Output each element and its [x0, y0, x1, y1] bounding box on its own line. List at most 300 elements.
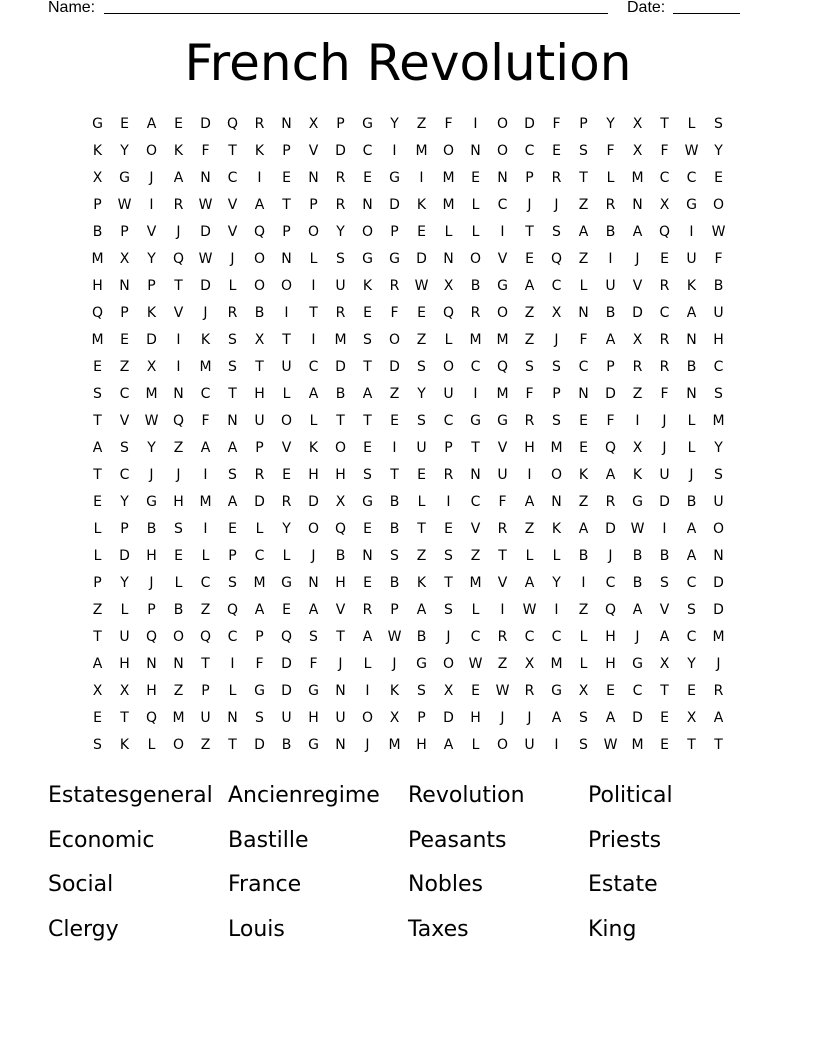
grid-letter: Y [687, 656, 696, 672]
grid-letter: Q [253, 224, 266, 240]
grid-letter: L [687, 116, 696, 132]
grid-row [84, 219, 732, 246]
grid-letter: I [392, 440, 397, 456]
grid-letter: Y [606, 116, 615, 132]
grid-letter: E [417, 467, 426, 483]
grid-letter: U [281, 710, 292, 726]
grid-letter: Z [524, 332, 535, 348]
grid-letter: S [417, 683, 426, 699]
grid-letter: J [662, 413, 667, 429]
grid-letter: F [255, 656, 264, 672]
grid-letter: B [632, 548, 643, 564]
grid-letter: P [309, 197, 318, 213]
grid-letter: A [254, 602, 265, 618]
grid-letter: R [362, 602, 373, 618]
grid-letter: P [444, 440, 453, 456]
grid-letter: Q [226, 116, 239, 132]
grid-letter: I [689, 224, 694, 240]
grid-letter: B [578, 548, 589, 564]
grid-letter: M [199, 359, 212, 375]
grid-letter: R [524, 413, 535, 429]
grid-letter: X [335, 494, 346, 510]
grid-letter: D [713, 602, 724, 618]
grid-letter: N [443, 251, 454, 267]
grid-letter: D [146, 332, 157, 348]
grid-letter: N [335, 737, 346, 753]
grid-letter: C [119, 467, 130, 483]
word-bank-item: Social [48, 872, 114, 897]
word-bank-item: Taxes [408, 916, 469, 942]
grid-letter: T [282, 332, 291, 348]
grid-letter: U [416, 440, 427, 456]
grid-letter: C [686, 575, 697, 591]
grid-letter: B [605, 224, 616, 240]
grid-letter: L [120, 602, 129, 618]
grid-letter: E [579, 413, 588, 429]
grid-letter: N [308, 575, 319, 591]
grid-letter: P [255, 629, 264, 645]
grid-letter: R [524, 683, 535, 699]
grid-letter: M [334, 332, 347, 348]
grid-letter: F [552, 116, 561, 132]
grid-letter: D [389, 359, 400, 375]
grid-letter: H [713, 332, 724, 348]
grid-letter: T [309, 305, 318, 321]
grid-letter: Z [578, 602, 589, 618]
grid-letter: D [254, 494, 265, 510]
grid-letter: U [659, 467, 670, 483]
grid-letter: O [280, 278, 293, 294]
grid-letter: W [495, 683, 510, 699]
grid-letter: A [362, 386, 373, 402]
grid-letter: T [363, 359, 372, 375]
grid-letter: T [120, 710, 129, 726]
grid-letter: S [660, 575, 669, 591]
grid-letter: F [579, 332, 588, 348]
grid-letter: H [605, 629, 616, 645]
grid-letter: N [227, 413, 238, 429]
grid-letter: I [500, 602, 505, 618]
grid-letter: C [470, 629, 481, 645]
grid-letter: C [497, 197, 508, 213]
grid-letter: Z [173, 440, 184, 456]
grid-letter: X [146, 359, 157, 375]
grid-letter: J [176, 224, 181, 240]
grid-letter: I [554, 602, 559, 618]
grid-letter: G [119, 170, 130, 186]
grid-letter: K [92, 143, 103, 159]
grid-letter: U [524, 737, 535, 753]
grid-letter: E [93, 359, 102, 375]
grid-letter: O [550, 467, 563, 483]
grid-letter: S [687, 602, 696, 618]
grid-letter: L [579, 629, 588, 645]
grid-letter: R [335, 305, 346, 321]
grid-letter: X [92, 170, 103, 186]
grid-letter: I [527, 467, 532, 483]
grid-letter: N [578, 305, 589, 321]
grid-letter: R [551, 170, 562, 186]
grid-row [84, 354, 732, 381]
grid-letter: A [443, 737, 454, 753]
grid-letter: M [199, 494, 212, 510]
grid-letter: P [93, 575, 102, 591]
grid-letter: X [119, 683, 130, 699]
grid-letter: T [660, 116, 669, 132]
grid-letter: W [117, 197, 132, 213]
grid-letter: M [172, 710, 185, 726]
grid-row [84, 678, 732, 705]
grid-letter: J [527, 710, 532, 726]
grid-row [84, 624, 732, 651]
grid-letter: C [713, 359, 724, 375]
grid-letter: X [632, 116, 643, 132]
grid-row [84, 111, 732, 138]
grid-letter: K [632, 467, 643, 483]
grid-letter: R [254, 467, 265, 483]
grid-letter: B [389, 494, 400, 510]
grid-letter: U [335, 278, 346, 294]
grid-letter: X [632, 143, 643, 159]
grid-letter: R [497, 521, 508, 537]
grid-letter: J [446, 629, 451, 645]
grid-letter: C [227, 629, 238, 645]
grid-letter: L [525, 548, 534, 564]
grid-letter: H [92, 278, 103, 294]
grid-row [84, 705, 732, 732]
grid-letter: A [362, 629, 373, 645]
grid-letter: S [228, 332, 237, 348]
grid-letter: E [363, 305, 372, 321]
grid-letter: M [712, 629, 725, 645]
grid-letter: R [254, 116, 265, 132]
grid-letter: B [686, 494, 697, 510]
grid-letter: D [281, 683, 292, 699]
grid-letter: A [605, 332, 616, 348]
grid-letter: K [200, 332, 211, 348]
grid-letter: E [363, 170, 372, 186]
grid-letter: V [659, 602, 670, 618]
grid-letter: T [174, 278, 183, 294]
grid-letter: N [362, 548, 373, 564]
grid-letter: X [389, 710, 400, 726]
grid-letter: C [605, 575, 616, 591]
grid-letter: Z [578, 494, 589, 510]
grid-row [84, 651, 732, 678]
grid-letter: D [524, 116, 535, 132]
grid-letter: X [308, 116, 319, 132]
grid-letter: L [282, 548, 291, 564]
grid-letter: A [632, 602, 643, 618]
grid-letter: Z [470, 548, 481, 564]
grid-letter: E [471, 170, 480, 186]
grid-row [84, 435, 732, 462]
grid-letter: W [711, 224, 726, 240]
grid-row [84, 732, 732, 759]
grid-letter: B [659, 548, 670, 564]
grid-letter: N [173, 386, 184, 402]
grid-letter: W [198, 197, 213, 213]
grid-letter: L [471, 737, 480, 753]
grid-letter: D [659, 494, 670, 510]
grid-letter: U [443, 386, 454, 402]
header [48, 0, 740, 18]
name-blank-line [104, 13, 608, 14]
grid-letter: Y [714, 143, 723, 159]
grid-letter: E [282, 170, 291, 186]
grid-letter: I [311, 332, 316, 348]
grid-letter: E [228, 521, 237, 537]
grid-letter: A [524, 278, 535, 294]
grid-letter: X [443, 683, 454, 699]
grid-letter: L [552, 548, 561, 564]
grid-letter: S [228, 575, 237, 591]
grid-letter: R [713, 683, 724, 699]
grid-letter: C [470, 494, 481, 510]
grid-row [84, 408, 732, 435]
grid-letter: L [471, 224, 480, 240]
grid-letter: D [335, 359, 346, 375]
grid-letter: J [608, 548, 613, 564]
grid-letter: B [389, 575, 400, 591]
grid-letter: D [119, 548, 130, 564]
grid-letter: E [363, 521, 372, 537]
grid-letter: T [525, 224, 534, 240]
grid-letter: Z [632, 386, 643, 402]
grid-letter: J [176, 467, 181, 483]
grid-letter: C [659, 305, 670, 321]
word-bank [48, 777, 768, 955]
grid-letter: J [230, 251, 235, 267]
grid-letter: J [311, 548, 316, 564]
grid-letter: X [632, 332, 643, 348]
grid-letter: E [417, 305, 426, 321]
grid-letter: O [442, 143, 455, 159]
grid-letter: J [149, 170, 154, 186]
grid-letter: T [471, 440, 480, 456]
grid-letter: S [120, 440, 129, 456]
grid-letter: X [659, 197, 670, 213]
word-bank-item: Political [588, 783, 673, 808]
grid-letter: D [416, 251, 427, 267]
grid-letter: A [146, 116, 157, 132]
grid-letter: Q [226, 602, 239, 618]
grid-letter: P [606, 359, 615, 375]
grid-letter: D [308, 494, 319, 510]
grid-letter: G [362, 116, 373, 132]
name-label: Name: [48, 0, 96, 16]
grid-letter: O [496, 143, 509, 159]
grid-row [84, 138, 732, 165]
grid-letter: L [417, 494, 426, 510]
grid-letter: T [687, 737, 696, 753]
word-bank-item: Clergy [48, 916, 119, 942]
grid-letter: Y [147, 440, 156, 456]
grid-letter: O [496, 737, 509, 753]
grid-letter: J [635, 629, 640, 645]
grid-letter: N [146, 656, 157, 672]
word-bank-item: Peasants [408, 827, 507, 853]
grid-letter: C [470, 359, 481, 375]
grid-letter: Q [604, 602, 617, 618]
grid-letter: O [442, 359, 455, 375]
grid-letter: C [119, 386, 130, 402]
grid-letter: F [660, 386, 669, 402]
grid-letter: T [444, 575, 453, 591]
grid-letter: G [470, 413, 481, 429]
grid-letter: Y [552, 575, 561, 591]
grid-letter: Z [173, 683, 184, 699]
grid-letter: A [524, 494, 535, 510]
grid-letter: X [578, 683, 589, 699]
grid-letter: W [144, 413, 159, 429]
grid-letter: R [497, 629, 508, 645]
grid-letter: E [714, 170, 723, 186]
grid-letter: S [525, 359, 534, 375]
grid-letter: L [255, 521, 264, 537]
grid-letter: D [281, 656, 292, 672]
word-bank-item: Revolution [408, 783, 525, 808]
grid-letter: V [281, 440, 292, 456]
grid-letter: N [578, 386, 589, 402]
grid-letter: L [363, 656, 372, 672]
grid-letter: Y [147, 251, 156, 267]
grid-letter: T [93, 413, 102, 429]
grid-letter: W [468, 656, 483, 672]
grid-letter: A [524, 575, 535, 591]
grid-letter: D [200, 116, 211, 132]
grid-letter: L [471, 197, 480, 213]
grid-letter: R [281, 494, 292, 510]
grid-letter: M [145, 386, 158, 402]
grid-letter: T [363, 413, 372, 429]
grid-letter: L [201, 548, 210, 564]
grid-letter: Q [550, 251, 563, 267]
grid-letter: E [579, 440, 588, 456]
grid-letter: Y [417, 386, 426, 402]
word-bank-item: Priests [588, 827, 662, 853]
grid-letter: S [552, 359, 561, 375]
grid-letter: I [581, 575, 586, 591]
grid-letter: T [579, 170, 588, 186]
grid-letter: K [146, 305, 157, 321]
grid-letter: F [309, 656, 318, 672]
grid-letter: O [469, 251, 482, 267]
grid-letter: L [147, 737, 156, 753]
grid-letter: V [146, 224, 157, 240]
grid-letter: E [687, 683, 696, 699]
grid-letter: Z [416, 548, 427, 564]
grid-letter: K [254, 143, 265, 159]
grid-letter: B [335, 548, 346, 564]
grid-letter: G [632, 656, 643, 672]
grid-letter: N [119, 278, 130, 294]
grid-letter: L [228, 278, 237, 294]
grid-letter: I [176, 359, 181, 375]
grid-letter: V [497, 251, 508, 267]
grid-letter: M [631, 170, 644, 186]
grid-letter: Y [390, 116, 399, 132]
grid-letter: H [335, 575, 346, 591]
grid-letter: V [632, 278, 643, 294]
grid-letter: P [282, 224, 291, 240]
word-bank-item: Estatesgeneral [48, 783, 213, 808]
grid-letter: S [255, 710, 264, 726]
grid-letter: O [361, 224, 374, 240]
grid-letter: U [254, 413, 265, 429]
grid-letter: M [496, 332, 509, 348]
grid-letter: D [335, 143, 346, 159]
grid-letter: F [714, 251, 723, 267]
grid-letter: E [282, 467, 291, 483]
grid-letter: J [554, 332, 559, 348]
grid-letter: K [578, 467, 589, 483]
grid-letter: S [174, 521, 183, 537]
grid-letter: P [228, 548, 237, 564]
grid-letter: N [173, 656, 184, 672]
grid-letter: L [444, 224, 453, 240]
grid-letter: S [714, 386, 723, 402]
grid-letter: W [387, 629, 402, 645]
grid-letter: B [686, 359, 697, 375]
grid-letter: C [551, 278, 562, 294]
grid-letter: E [93, 710, 102, 726]
grid-letter: L [228, 683, 237, 699]
grid-letter: O [361, 710, 374, 726]
grid-letter: P [93, 197, 102, 213]
grid-letter: E [174, 116, 183, 132]
grid-letter: U [200, 710, 211, 726]
grid-letter: L [579, 278, 588, 294]
grid-letter: S [714, 467, 723, 483]
grid-letter: I [284, 305, 289, 321]
grid-letter: M [388, 737, 401, 753]
grid-letter: D [632, 710, 643, 726]
grid-letter: Y [336, 224, 345, 240]
grid-letter: S [363, 332, 372, 348]
grid-letter: V [227, 197, 238, 213]
grid-letter: K [173, 143, 184, 159]
grid-letter: Q [604, 440, 617, 456]
page-title: French Revolution [184, 34, 632, 92]
date-blank-line [673, 13, 740, 14]
grid-letter: V [173, 305, 184, 321]
grid-letter: S [363, 467, 372, 483]
grid-letter: J [149, 575, 154, 591]
grid-letter: A [416, 602, 427, 618]
grid-letter: I [311, 278, 316, 294]
grid-letter: D [632, 305, 643, 321]
grid-letter: W [414, 278, 429, 294]
grid-row [84, 543, 732, 570]
grid-letter: B [713, 278, 724, 294]
grid-letter: M [442, 197, 455, 213]
grid-letter: H [146, 548, 157, 564]
grid-letter: A [632, 224, 643, 240]
grid-letter: A [605, 467, 616, 483]
grid-letter: T [714, 737, 723, 753]
grid-letter: A [308, 602, 319, 618]
grid-letter: X [443, 278, 454, 294]
grid-letter: X [632, 440, 643, 456]
grid-letter: V [497, 440, 508, 456]
grid-row [84, 381, 732, 408]
grid-letter: U [281, 359, 292, 375]
grid-letter: C [551, 629, 562, 645]
grid-letter: U [335, 710, 346, 726]
grid-letter: S [444, 548, 453, 564]
grid-letter: P [147, 602, 156, 618]
